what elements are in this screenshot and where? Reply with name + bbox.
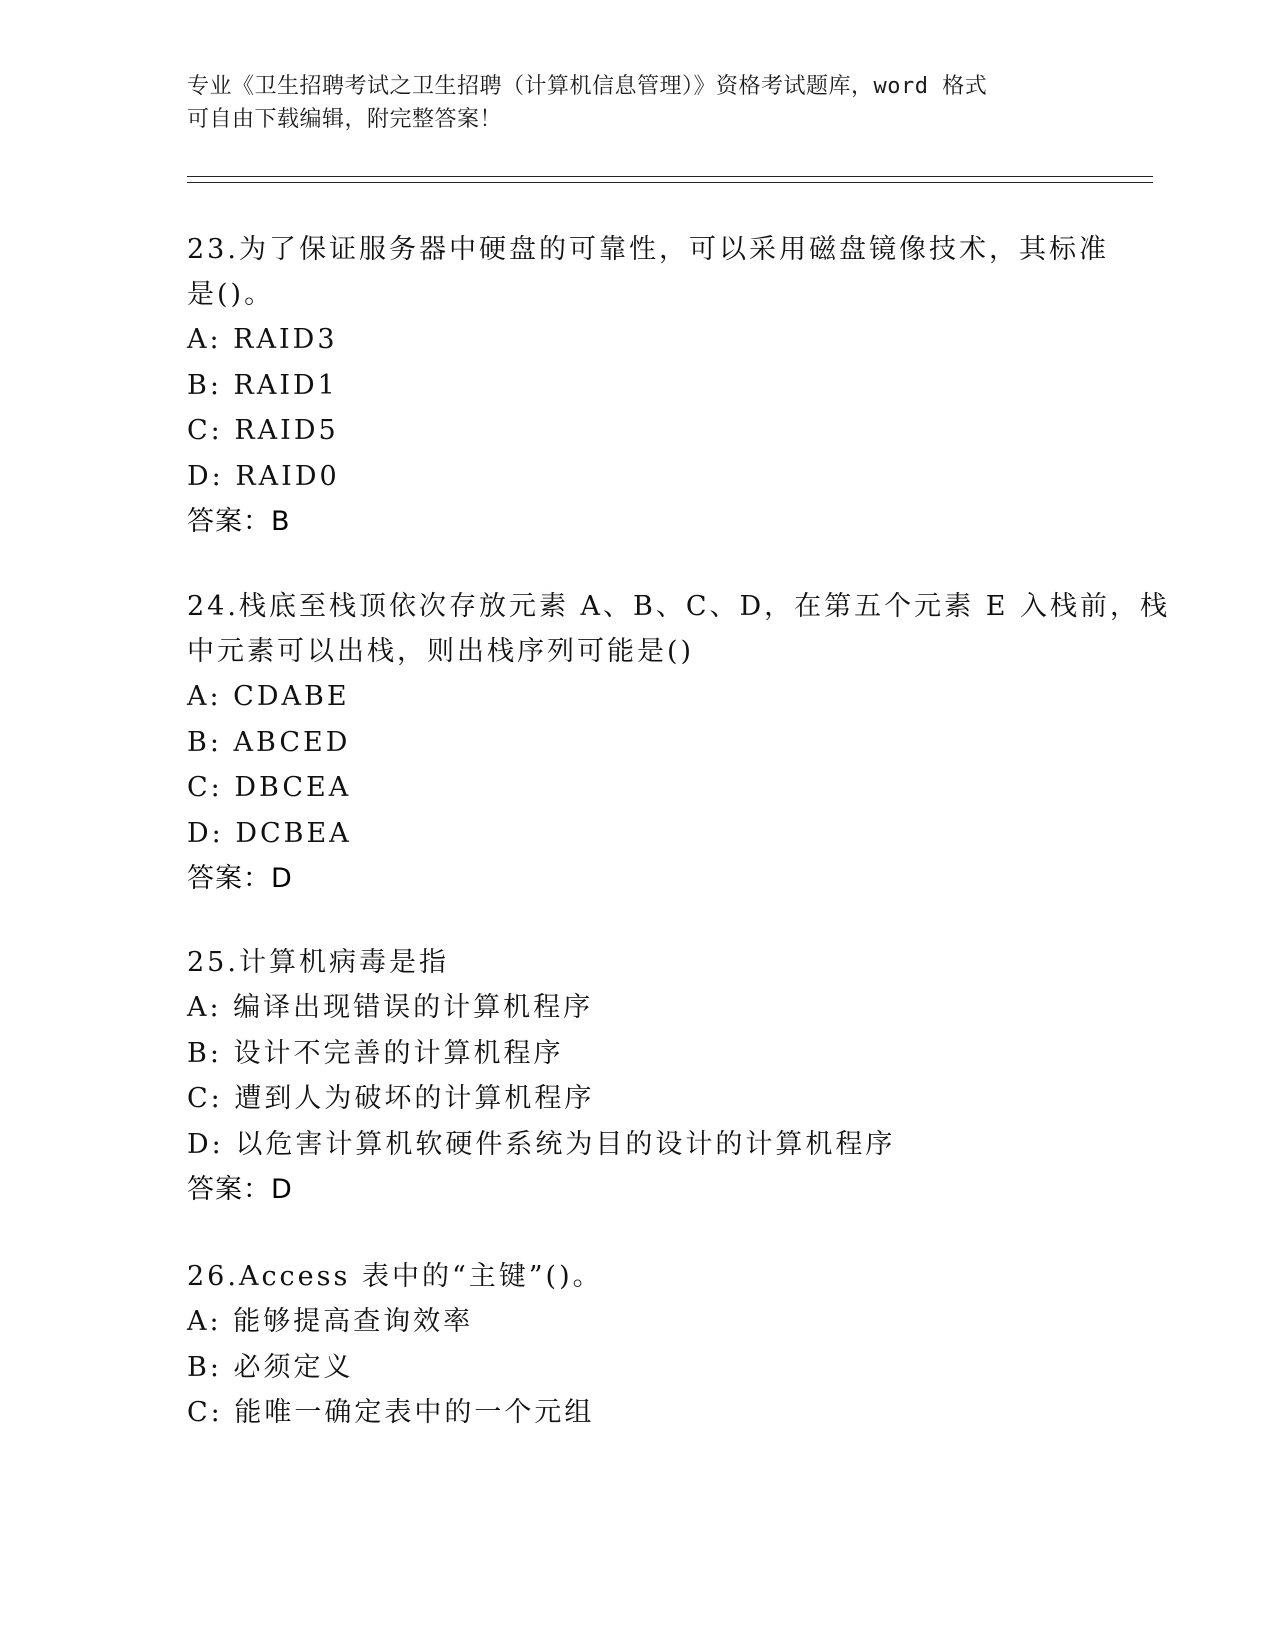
question-stem-line: 是()。 — [187, 279, 275, 310]
document-header — [187, 70, 1087, 136]
option-b: B: RAID1 — [187, 369, 338, 401]
question-24 — [187, 584, 1171, 902]
option-b: B: 设计不完善的计算机程序 — [187, 1037, 564, 1069]
option-a: A: 能够提高查询效率 — [187, 1306, 474, 1337]
header-title-line-2: 可自由下载编辑，附完整答案！ — [187, 107, 503, 132]
option-c: C: DBCEA — [187, 772, 352, 803]
question-stem-line: 25.计算机病毒是指 — [187, 947, 449, 978]
question-26 — [187, 1254, 1087, 1436]
option-c: C: 遭到人为破坏的计算机程序 — [187, 1083, 595, 1114]
question-stem-line: 26.Access 表中的“主键”()。 — [187, 1261, 603, 1292]
question-stem — [187, 584, 1171, 674]
question-stem — [187, 1254, 1087, 1299]
question-stem-line: 23.为了保证服务器中硬盘的可靠性，可以采用磁盘镜像技术，其标准 — [187, 234, 1109, 265]
option-a: A: 编译出现错误的计算机程序 — [187, 992, 594, 1023]
option-b: B: 必须定义 — [187, 1351, 354, 1383]
option-d: D: DCBEA — [187, 817, 352, 849]
option-b: B: ABCED — [187, 726, 351, 758]
option-d: D: 以危害计算机软硬件系统为目的设计的计算机程序 — [187, 1128, 896, 1160]
question-23 — [187, 227, 1109, 545]
answer-label: 答案：D — [187, 863, 293, 894]
option-a: A: CDABE — [187, 681, 350, 712]
question-stem-line: 中元素可以出栈，则出栈序列可能是() — [187, 636, 695, 667]
header-title-line-1: 专业《卫生招聘考试之卫生招聘（计算机信息管理）》资格考试题库，word 格式 — [187, 74, 988, 99]
answer-label: 答案：B — [187, 506, 291, 537]
option-d: D: RAID0 — [187, 460, 340, 492]
question-25 — [187, 940, 1087, 1213]
option-a: A: RAID3 — [187, 324, 338, 355]
option-c: C: 能唯一确定表中的一个元组 — [187, 1397, 595, 1428]
header-divider-bottom — [187, 182, 1153, 183]
question-stem — [187, 940, 1087, 985]
question-stem — [187, 227, 1109, 317]
answer-label: 答案：D — [187, 1174, 293, 1205]
option-c: C: RAID5 — [187, 415, 339, 446]
question-stem-line: 24.栈底至栈顶依次存放元素 A、B、C、D，在第五个元素 E 入栈前，栈 — [187, 591, 1171, 622]
header-divider-top — [187, 176, 1153, 177]
